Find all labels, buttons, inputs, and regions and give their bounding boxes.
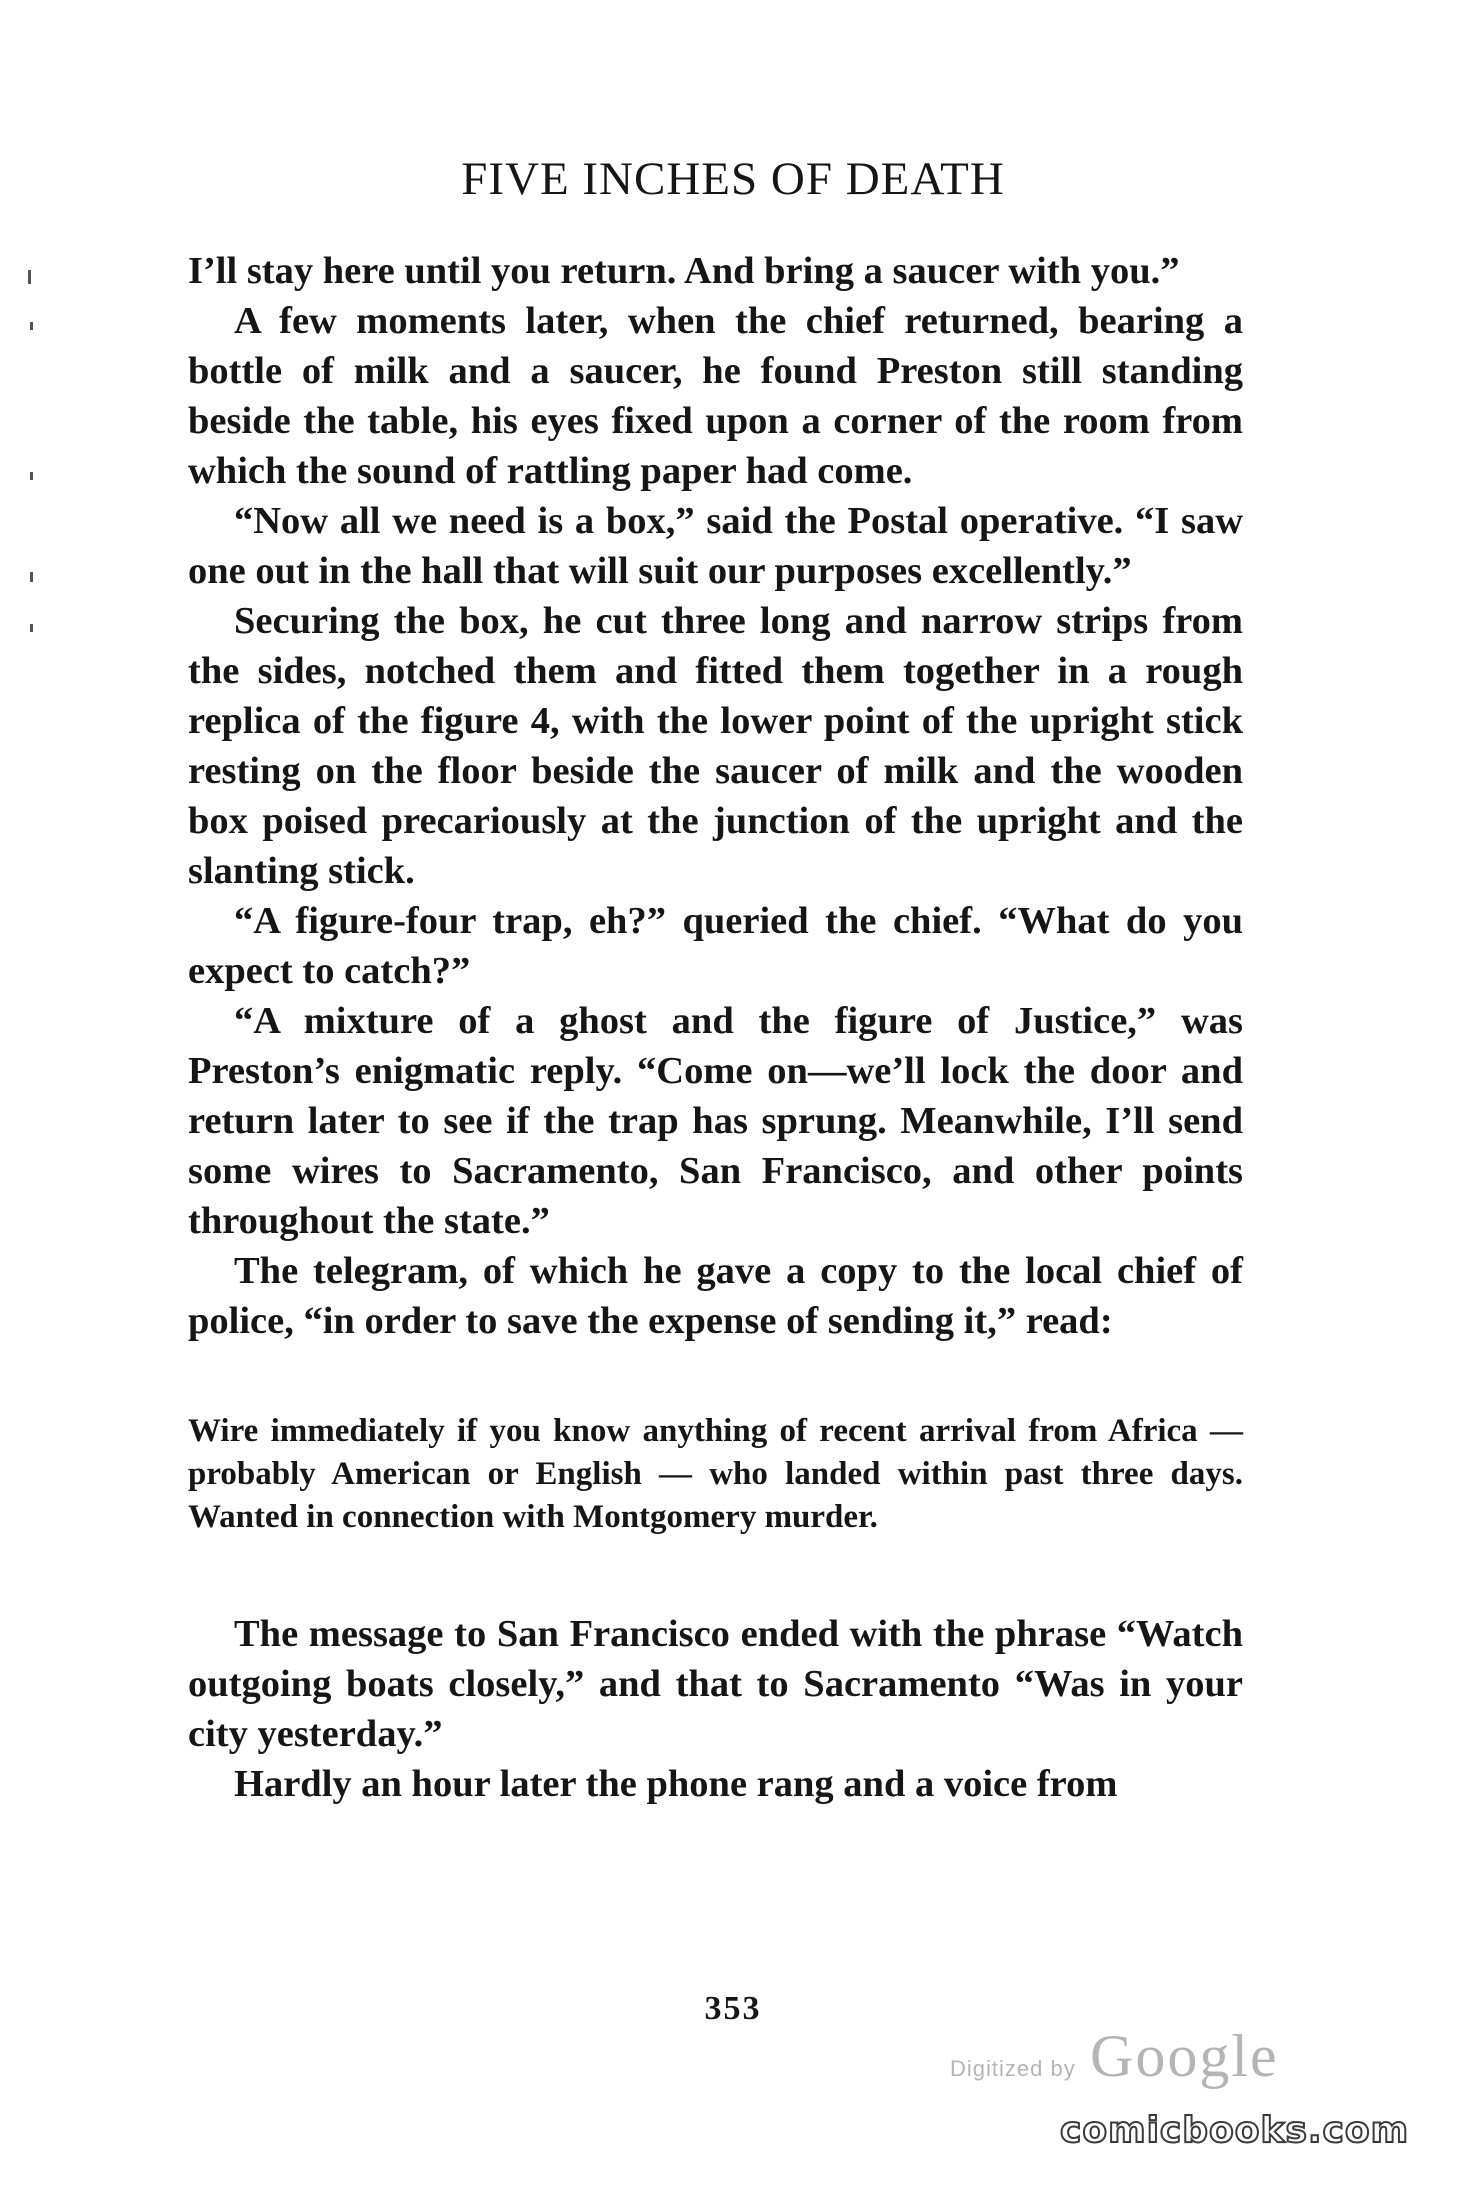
paragraph: “Now all we need is a box,” said the Postal operative. “I saw one out in the hall that will suit our purposes excellently.” bbox=[188, 500, 1243, 592]
paragraph: The telegram, of which he gave a copy to the local chief of police, “in order to save the expense of sending it,” read: bbox=[188, 1250, 1243, 1342]
site-watermark: comicbooks.com bbox=[1060, 2110, 1410, 2151]
digitized-prefix: Digitized by bbox=[950, 2056, 1076, 2081]
body-text bbox=[188, 246, 1243, 1809]
paragraph: “A figure-four trap, eh?” queried the chief. “What do you expect to catch?” bbox=[188, 900, 1243, 992]
paragraph: Hardly an hour later the phone rang and a voice from bbox=[234, 1763, 1118, 1805]
telegram-quote: Wire immediately if you know anything of recent arrival from Africa — probably American or English — who landed within past three days. Wanted in connection with Montgomery murder. bbox=[188, 1413, 1243, 1535]
paragraph: I’ll stay here until you return. And bring a saucer with you.” bbox=[188, 250, 1180, 292]
paragraph: Securing the box, he cut three long and narrow strips from the sides, notched them and fitted them together in a rough replica of the figure 4, with the lower point of the upright stick resting on the floor beside the saucer of milk and the wooden box poised precariously at the junction of the upright and the slanting stick. bbox=[188, 600, 1243, 892]
running-head: FIVE INCHES OF DEATH bbox=[461, 153, 1005, 205]
page-number: 353 bbox=[704, 1990, 762, 2027]
paragraph: A few moments later, when the chief returned, bearing a bottle of milk and a saucer, he found Preston still standing beside the table, his eyes fixed upon a corner of the room from which the sound of rattling paper had come. bbox=[188, 300, 1243, 492]
paragraph: “A mixture of a ghost and the figure of Justice,” was Preston’s enigmatic reply. “Come on—we’ll lock the door and return later to see if the trap has sprung. Meanwhile, I’ll send some wires to Sacramento, San Francisco, and other points throughout the state.” bbox=[188, 1000, 1243, 1242]
paragraph: The message to San Francisco ended with the phrase “Watch outgoing boats closely,” and that to Sacramento “Was in your city yesterday.” bbox=[188, 1613, 1243, 1755]
google-logo: Google bbox=[1090, 2023, 1279, 2089]
digitized-by-google-mark bbox=[950, 2020, 1279, 2100]
